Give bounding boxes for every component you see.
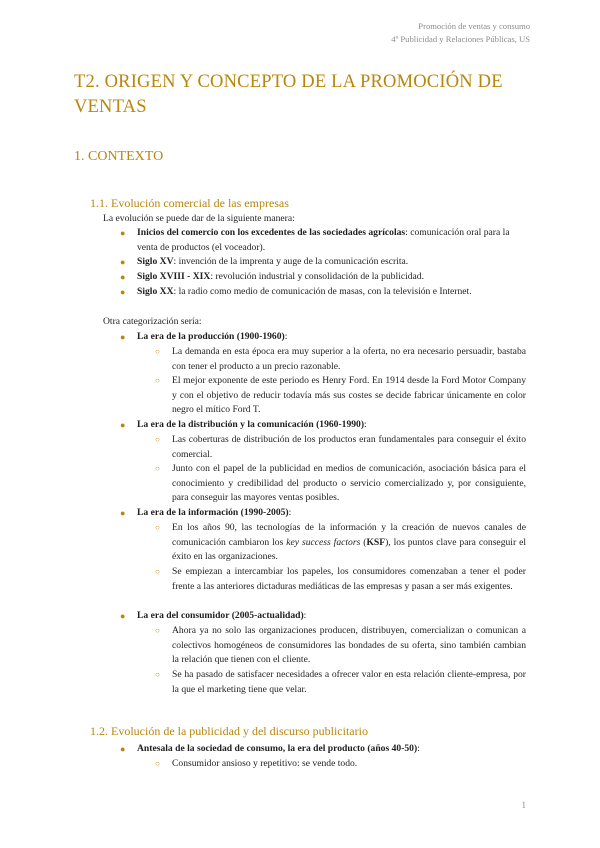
bullet-icon: ●	[120, 508, 126, 518]
bullet-item: ● La era de la producción (1900-1960):	[120, 330, 530, 345]
bullet-icon: ●	[120, 332, 126, 342]
sub-bullet-icon: ○	[155, 376, 160, 385]
sub-bullet-item: ○ El mejor exponente de este periodo es Henry Ford. En 1914 desde la Ford Motor Company y con el objetivo de reducir todavía más sus costes se decide fabricar únicamente en color negro el mítico Ford T.	[155, 375, 526, 416]
header-degree: 4º Publicidad y Relaciones Públicas, US	[391, 34, 530, 44]
sub-bullet-icon: ○	[155, 523, 160, 532]
bullet-item: ● Siglo XVIII - XIX: revolución industrial y consolidación de la publicidad.	[120, 270, 530, 285]
sub-bullet-item: ○ La demanda en esta época era muy superior a la oferta, no era necesario persuadir, bastaba con tener el producto a un precio razonable.	[155, 346, 526, 372]
sub-bullet-icon: ○	[155, 567, 160, 576]
bullet-icon: ●	[120, 228, 126, 238]
paragraph: La evolución se puede dar de la siguiente manera:	[103, 213, 295, 224]
bullet-item: ● La era de la información (1990-2005):	[120, 506, 530, 521]
bullet-item: ● La era de la distribución y la comunicación (1960-1990):	[120, 418, 530, 433]
sub-bullet-icon: ○	[155, 626, 160, 635]
sub-bullet-icon: ○	[155, 347, 160, 356]
bullet-icon: ●	[120, 420, 126, 430]
document-title: T2. ORIGEN Y CONCEPTO DE LA PROMOCIÓN DE VENTAS	[74, 72, 503, 117]
sub-bullet-item: ○ Se ha pasado de satisfacer necesidades a ofrecer valor en esta relación cliente-empresa, por la que el marketing tiene que velar.	[155, 669, 526, 695]
bullet-icon: ●	[120, 287, 126, 297]
sub-bullet-item: ○ Ahora ya no solo las organizaciones producen, distribuyen, comercializan o comunican a colectivos homogéneos de consumidores las bondades de su oferta, sino también cambian la relación que tienen con el cliente.	[155, 625, 526, 666]
sub-bullet-icon: ○	[155, 435, 160, 444]
bullet-item: ● Siglo XV: invención de la imprenta y auge de la comunicación escrita.	[120, 255, 530, 270]
sub-bullet-item: ○ Junto con el papel de la publicidad en medios de comunicación, asociación básica para el conocimiento y credibilidad del producto o servicio comercializado y, por consiguiente, para conseguir las mayores ventas posibles.	[155, 463, 526, 504]
subsection-heading: 1.1. Evolución comercial de las empresas	[90, 196, 289, 210]
paragraph: Otra categorización sería:	[103, 316, 202, 327]
bullet-icon: ●	[120, 611, 126, 621]
bullet-icon: ●	[120, 257, 126, 267]
header-course: Promoción de ventas y consumo	[418, 21, 530, 31]
bullet-item: ● Inicios del comercio con los excedentes de las sociedades agrícolas: comunicación oral para la venta de productos (el voceador).	[120, 227, 510, 253]
sub-bullet-icon: ○	[155, 464, 160, 473]
sub-bullet-item: ○ Consumidor ansioso y repetitivo: se vende todo.	[155, 757, 526, 772]
bullet-icon: ●	[120, 272, 126, 282]
sub-bullet-item: ○ En los años 90, las tecnologías de la información y la creación de nuevos canales de comunicación cambiaron los key success factors (KSF), los puntos clave para conseguir el éxito en las organizaciones.	[155, 522, 526, 563]
section-heading: 1. CONTEXTO	[74, 149, 164, 164]
subsection-heading: 1.2. Evolución de la publicidad y del discurso publicitario	[90, 724, 368, 738]
sub-bullet-item: ○ Las coberturas de distribución de los productos eran fundamentales para conseguir el éxito comercial.	[155, 434, 526, 460]
sub-bullet-icon: ○	[155, 759, 160, 768]
bullet-item: ● Siglo XX: la radio como medio de comunicación de masas, con la televisión e Internet.	[120, 285, 530, 300]
bullet-icon: ●	[120, 744, 126, 754]
bullet-item: ● La era del consumidor (2005-actualidad):	[120, 609, 530, 624]
page-header	[391, 20, 530, 46]
page-number: 1	[521, 800, 526, 810]
bullet-item: ● Antesala de la sociedad de consumo, la era del producto (años 40-50):	[120, 742, 530, 757]
sub-bullet-icon: ○	[155, 670, 160, 679]
sub-bullet-item: ○ Se empiezan a intercambiar los papeles, los consumidores comenzaban a tener el poder frente a las anteriores dictaduras mediáticas de las empresas y pasan a ser más exigentes.	[155, 566, 526, 592]
